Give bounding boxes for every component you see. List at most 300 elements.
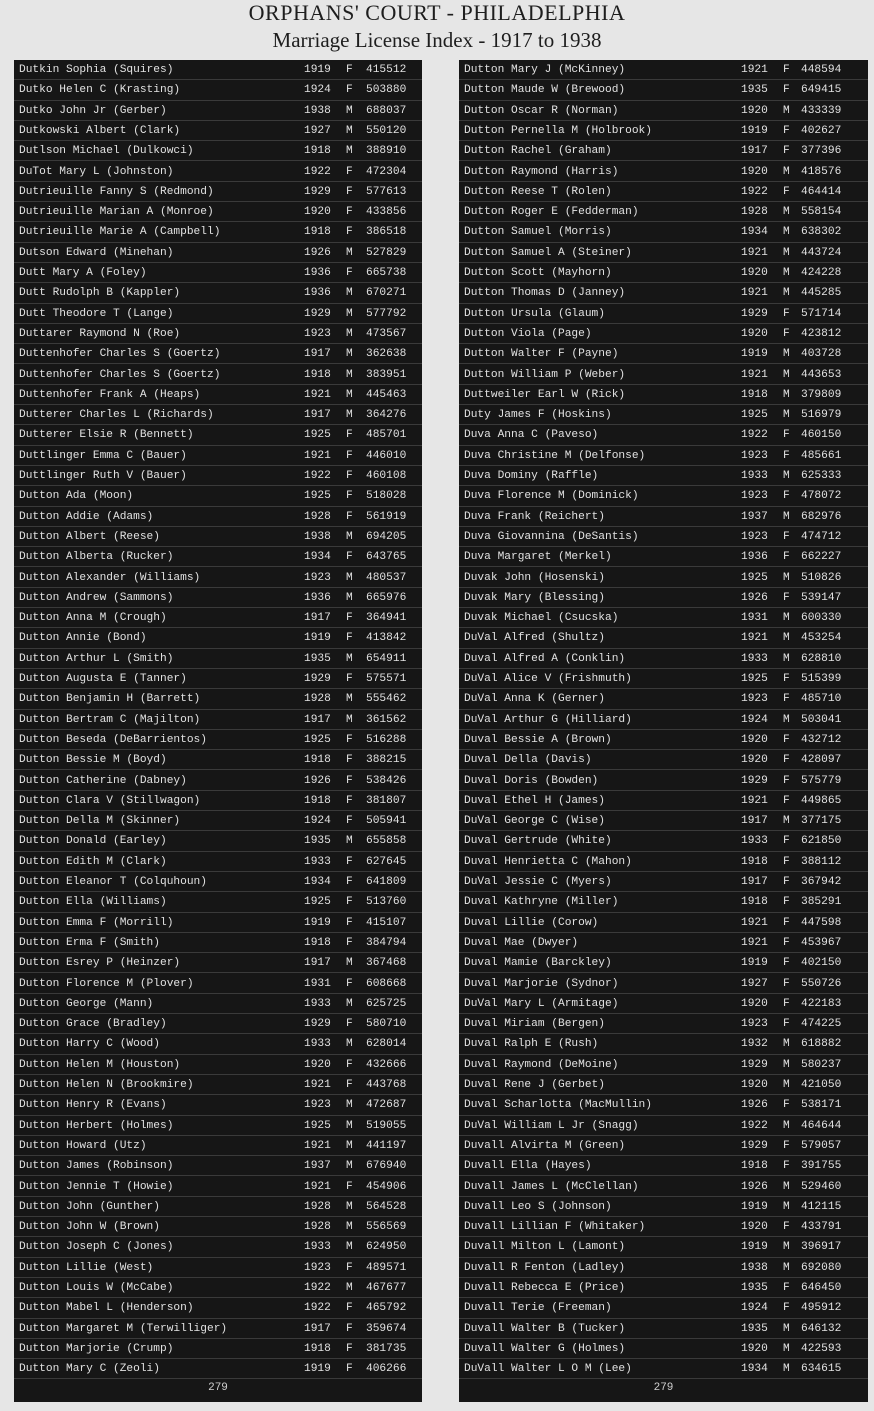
index-entry-row <box>459 446 868 466</box>
entry-license-number: 381807 <box>366 794 407 807</box>
entry-name: Dutton Raymond (Harris) <box>464 165 619 178</box>
entry-name: Dutton Joseph C (Jones) <box>19 1241 174 1254</box>
index-entry-row <box>14 344 422 364</box>
entry-license-number: 670271 <box>366 287 407 300</box>
entry-year: 1926 <box>304 246 331 259</box>
entry-sex: F <box>346 510 353 523</box>
right-index-column <box>459 60 868 1402</box>
index-entry-row <box>459 974 868 994</box>
entry-sex: M <box>783 571 790 584</box>
entry-year: 1935 <box>741 1282 768 1294</box>
entry-year: 1933 <box>304 997 331 1010</box>
entry-year: 1923 <box>304 327 331 340</box>
entry-sex: M <box>346 652 353 665</box>
entry-license-number: 485661 <box>801 449 842 462</box>
entry-name: DuVall Walter L O M (Lee) <box>464 1363 632 1376</box>
entry-name: Duttlinger Emma C (Bauer) <box>19 449 187 462</box>
index-entry-row <box>459 568 868 588</box>
entry-sex: M <box>346 1200 353 1213</box>
entry-name: Dutton Addie (Adams) <box>19 510 154 523</box>
entry-sex: F <box>783 551 790 564</box>
entry-sex: F <box>346 612 353 625</box>
index-entry-row <box>459 202 868 222</box>
entry-license-number: 571714 <box>801 307 842 320</box>
index-entry-row <box>14 547 422 567</box>
entry-sex: M <box>346 835 353 848</box>
entry-name: Dutton Albert (Reese) <box>19 530 160 543</box>
entry-license-number: 403728 <box>801 348 842 361</box>
entry-sex: F <box>346 429 353 442</box>
entry-sex: F <box>783 185 790 198</box>
entry-sex: F <box>783 490 790 503</box>
entry-year: 1925 <box>304 429 331 442</box>
entry-name: Dutton Catherine (Dabney) <box>19 774 187 787</box>
entry-year: 1921 <box>741 632 768 645</box>
entry-sex: M <box>346 368 353 381</box>
entry-year: 1926 <box>304 774 331 787</box>
entry-license-number: 388910 <box>366 145 407 158</box>
entry-sex: F <box>346 84 353 97</box>
entry-name: Dutton Henry R (Evans) <box>19 1099 167 1112</box>
entry-year: 1934 <box>741 1363 768 1376</box>
page-subtitle: Marriage License Index - 1917 to 1938 <box>272 28 602 52</box>
entry-license-number: 464414 <box>801 185 842 198</box>
entry-license-number: 364276 <box>366 409 407 422</box>
index-entry-row <box>14 507 422 527</box>
entry-name: Dutton Samuel A (Steiner) <box>464 246 632 259</box>
entry-license-number: 433339 <box>801 104 842 117</box>
index-entry-row <box>459 730 868 750</box>
entry-year: 1919 <box>304 1363 331 1376</box>
entry-sex: F <box>783 1018 790 1031</box>
entry-year: 1919 <box>741 957 768 970</box>
entry-name: Dutton Jennie T (Howie) <box>19 1180 174 1193</box>
index-entry-row <box>14 1136 422 1156</box>
entry-sex: M <box>346 287 353 300</box>
entry-year: 1926 <box>741 1099 768 1112</box>
index-entry-row <box>459 222 868 242</box>
entry-license-number: 575571 <box>366 673 407 685</box>
entry-sex: M <box>783 612 790 625</box>
index-entry-row <box>14 588 422 608</box>
entry-name: Dutt Mary A (Foley) <box>19 267 147 279</box>
index-entry-row <box>459 1055 868 1075</box>
entry-name: Dutton Esrey P (Heinzer) <box>19 957 181 970</box>
entry-license-number: 384794 <box>366 936 407 949</box>
entry-year: 1934 <box>741 226 768 239</box>
entry-sex: M <box>783 348 790 361</box>
index-entry-row <box>14 730 422 750</box>
entry-name: Dutton Harry C (Wood) <box>19 1038 160 1051</box>
entry-year: 1919 <box>304 64 331 76</box>
entry-license-number: 423812 <box>801 327 842 340</box>
entry-year: 1936 <box>304 287 331 300</box>
entry-name: Duttlinger Ruth V (Bauer) <box>19 470 187 482</box>
entry-name: Duva Christine M (Delfonse) <box>464 449 646 462</box>
entry-year: 1923 <box>304 571 331 584</box>
entry-name: Dutton Howard (Utz) <box>19 1139 147 1152</box>
entry-year: 1928 <box>304 510 331 523</box>
index-entry-row <box>459 710 868 730</box>
entry-year: 1933 <box>741 652 768 665</box>
entry-license-number: 453254 <box>801 632 842 645</box>
entry-name: Dutton Herbert (Holmes) <box>19 1119 174 1132</box>
index-entry-row <box>459 669 868 689</box>
entry-name: DuVal Alice V (Frishmuth) <box>464 673 632 685</box>
entry-license-number: 600330 <box>801 612 842 625</box>
entry-name: Duva Anna C (Paveso) <box>464 429 599 442</box>
entry-sex: M <box>783 368 790 381</box>
entry-sex: M <box>346 388 353 401</box>
entry-license-number: 580710 <box>366 1018 407 1031</box>
entry-year: 1917 <box>304 1322 331 1335</box>
entry-sex: F <box>346 896 353 909</box>
entry-year: 1931 <box>741 612 768 625</box>
entry-license-number: 386518 <box>366 226 407 239</box>
entry-year: 1925 <box>304 896 331 909</box>
entry-year: 1921 <box>741 936 768 949</box>
entry-sex: F <box>783 1221 790 1234</box>
entry-license-number: 377175 <box>801 815 842 828</box>
index-entry-row <box>14 60 422 80</box>
entry-year: 1925 <box>741 673 768 685</box>
entry-year: 1929 <box>304 185 331 198</box>
entry-license-number: 485701 <box>366 429 407 442</box>
entry-year: 1922 <box>304 165 331 178</box>
entry-name: Duva Giovannina (DeSantis) <box>464 530 639 543</box>
entry-sex: M <box>346 1099 353 1112</box>
entry-name: Duvall Terie (Freeman) <box>464 1302 612 1315</box>
entry-license-number: 377396 <box>801 145 842 158</box>
entry-year: 1924 <box>304 815 331 828</box>
entry-year: 1923 <box>741 1018 768 1031</box>
entry-license-number: 662227 <box>801 551 842 564</box>
entry-sex: F <box>346 490 353 503</box>
entry-name: DuVal Arthur G (Hilliard) <box>464 713 632 726</box>
index-entry-row <box>459 1339 868 1359</box>
entry-year: 1921 <box>741 794 768 807</box>
entry-name: Dutton Edith M (Clark) <box>19 855 167 868</box>
entry-name: Dutko Helen C (Krasting) <box>19 84 181 97</box>
index-entry-row <box>459 486 868 506</box>
entry-name: Duval Rene J (Gerbet) <box>464 1079 605 1091</box>
entry-sex: M <box>783 104 790 117</box>
entry-year: 1918 <box>304 1342 331 1355</box>
entry-year: 1922 <box>304 1282 331 1294</box>
entry-year: 1918 <box>304 226 331 239</box>
entry-name: Dutton Anna M (Crough) <box>19 612 167 625</box>
entry-name: Duva Florence M (Dominick) <box>464 490 639 503</box>
entry-license-number: 628014 <box>366 1038 407 1051</box>
entry-year: 1920 <box>304 1058 331 1071</box>
entry-name: Dutton Annie (Bond) <box>19 632 147 645</box>
entry-year: 1918 <box>741 855 768 868</box>
entry-license-number: 445285 <box>801 287 842 300</box>
entry-sex: M <box>783 246 790 259</box>
index-entry-row <box>14 1258 422 1278</box>
entry-sex: F <box>346 673 353 685</box>
entry-name: Duttenhofer Frank A (Heaps) <box>19 388 201 401</box>
entry-sex: F <box>346 632 353 645</box>
entry-name: Duva Dominy (Raffle) <box>464 470 599 482</box>
index-entry-row <box>14 222 422 242</box>
index-entry-row <box>14 263 422 283</box>
entry-sex: F <box>783 1282 790 1294</box>
entry-sex: M <box>346 713 353 726</box>
index-entry-row <box>14 649 422 669</box>
index-entry-row <box>459 1156 868 1176</box>
index-entry-row <box>14 1339 422 1359</box>
page-title: ORPHANS' COURT - PHILADELPHIA <box>248 0 626 25</box>
entry-year: 1920 <box>741 997 768 1010</box>
index-entry-row <box>14 953 422 973</box>
entry-license-number: 367942 <box>801 876 842 888</box>
index-entry-row <box>459 60 868 80</box>
entry-year: 1928 <box>304 693 331 706</box>
index-entry-row <box>459 771 868 791</box>
entry-license-number: 556569 <box>366 1221 407 1234</box>
entry-license-number: 577613 <box>366 185 407 198</box>
entry-name: Dutton Ursula (Glaum) <box>464 307 605 320</box>
index-entry-row <box>459 1075 868 1095</box>
entry-year: 1922 <box>304 470 331 482</box>
entry-name: Dutton Erma F (Smith) <box>19 936 160 949</box>
index-entry-row <box>14 446 422 466</box>
entry-year: 1926 <box>741 591 768 604</box>
index-entry-row <box>14 791 422 811</box>
entry-name: Dutton Thomas D (Janney) <box>464 287 626 300</box>
entry-license-number: 453967 <box>801 936 842 949</box>
entry-name: Dutton Viola (Page) <box>464 327 592 340</box>
entry-license-number: 464644 <box>801 1119 842 1132</box>
entry-name: Duval Mae (Dwyer) <box>464 936 579 949</box>
entry-name: Dutton Louis W (McCabe) <box>19 1282 174 1294</box>
entry-sex: F <box>346 449 353 462</box>
index-entry-row <box>14 831 422 851</box>
entry-license-number: 515399 <box>801 673 842 685</box>
index-entry-row <box>459 141 868 161</box>
entry-license-number: 625333 <box>801 470 842 482</box>
entry-license-number: 388215 <box>366 754 407 767</box>
entry-sex: M <box>783 165 790 178</box>
entry-license-number: 421050 <box>801 1079 842 1091</box>
index-entry-row <box>459 1177 868 1197</box>
entry-license-number: 538426 <box>366 774 407 787</box>
entry-name: Dutton Augusta E (Tanner) <box>19 673 187 685</box>
entry-sex: M <box>783 815 790 828</box>
entry-name: Dutton Helen M (Houston) <box>19 1058 181 1071</box>
entry-license-number: 433791 <box>801 1221 842 1234</box>
index-entry-row <box>14 1237 422 1257</box>
index-entry-row <box>459 405 868 425</box>
entry-license-number: 412115 <box>801 1200 842 1213</box>
entry-license-number: 448594 <box>801 64 842 76</box>
entry-sex: M <box>346 957 353 970</box>
entry-sex: F <box>783 327 790 340</box>
index-entry-row <box>459 913 868 933</box>
entry-sex: F <box>346 226 353 239</box>
index-entry-row <box>14 202 422 222</box>
entry-license-number: 445463 <box>366 388 407 401</box>
entry-name: Dutton Walter F (Payne) <box>464 348 619 361</box>
entry-year: 1920 <box>741 733 768 746</box>
entry-year: 1920 <box>741 104 768 117</box>
entry-license-number: 649415 <box>801 84 842 97</box>
entry-year: 1935 <box>304 652 331 665</box>
entry-year: 1920 <box>304 206 331 219</box>
entry-year: 1929 <box>741 307 768 320</box>
entry-sex: F <box>783 124 790 137</box>
entry-license-number: 519055 <box>366 1119 407 1132</box>
entry-name: Dutton Clara V (Stillwagon) <box>19 794 201 807</box>
entry-year: 1936 <box>304 591 331 604</box>
entry-license-number: 473567 <box>366 327 407 340</box>
entry-year: 1932 <box>741 1038 768 1051</box>
entry-license-number: 367468 <box>366 957 407 970</box>
entry-sex: M <box>783 713 790 726</box>
entry-year: 1922 <box>741 1119 768 1132</box>
entry-name: Dutton Alberta (Rucker) <box>19 551 174 564</box>
entry-sex: M <box>783 1322 790 1335</box>
entry-license-number: 646450 <box>801 1282 842 1294</box>
index-entry-row <box>14 385 422 405</box>
entry-name: DuVal William L Jr (Snagg) <box>464 1119 639 1132</box>
entry-name: Dutton Beseda (DeBarrientos) <box>19 733 207 746</box>
entry-name: Duval Gertrude (White) <box>464 835 612 848</box>
entry-year: 1933 <box>304 1241 331 1254</box>
entry-name: Duvall Rebecca E (Price) <box>464 1282 626 1294</box>
entry-name: Dutrieuille Marian A (Monroe) <box>19 206 214 219</box>
entry-license-number: 391755 <box>801 1160 842 1173</box>
entry-year: 1920 <box>741 1342 768 1355</box>
entry-year: 1938 <box>304 530 331 543</box>
index-entry-row <box>14 974 422 994</box>
entry-sex: F <box>346 754 353 767</box>
entry-license-number: 413842 <box>366 632 407 645</box>
index-entry-row <box>459 101 868 121</box>
entry-year: 1925 <box>304 733 331 746</box>
entry-year: 1937 <box>741 510 768 523</box>
entry-sex: M <box>783 1241 790 1254</box>
index-entry-row <box>14 101 422 121</box>
entry-year: 1918 <box>304 368 331 381</box>
entry-sex: M <box>783 632 790 645</box>
entry-license-number: 447598 <box>801 916 842 929</box>
index-entry-row <box>459 182 868 202</box>
entry-year: 1935 <box>304 835 331 848</box>
entry-name: Dutkowski Albert (Clark) <box>19 124 181 137</box>
entry-year: 1929 <box>304 1018 331 1031</box>
entry-license-number: 362638 <box>366 348 407 361</box>
entry-license-number: 415107 <box>366 916 407 929</box>
entry-sex: M <box>346 307 353 320</box>
entry-year: 1923 <box>741 490 768 503</box>
index-entry-row <box>14 1278 422 1298</box>
index-entry-row <box>459 365 868 385</box>
index-entry-row <box>459 507 868 527</box>
entry-sex: M <box>346 693 353 706</box>
index-entry-row <box>14 1359 422 1379</box>
entry-sex: F <box>783 673 790 685</box>
entry-year: 1922 <box>304 1302 331 1315</box>
index-entry-row <box>459 263 868 283</box>
entry-sex: F <box>783 774 790 787</box>
entry-license-number: 618882 <box>801 1038 842 1051</box>
entry-name: Duval Lillie (Corow) <box>464 916 599 929</box>
entry-license-number: 579057 <box>801 1139 842 1152</box>
entry-sex: M <box>783 1363 790 1376</box>
entry-sex: M <box>346 104 353 117</box>
index-entry-row <box>459 162 868 182</box>
index-entry-row <box>14 283 422 303</box>
entry-sex: F <box>783 1139 790 1152</box>
entry-year: 1921 <box>741 916 768 929</box>
index-entry-row <box>14 80 422 100</box>
page-number: 279 <box>653 1382 674 1394</box>
index-entry-row <box>14 1197 422 1217</box>
entry-name: Duvall Walter B (Tucker) <box>464 1322 626 1335</box>
index-entry-row <box>14 466 422 486</box>
entry-sex: M <box>783 267 790 279</box>
entry-name: Dutton Ella (Williams) <box>19 896 167 909</box>
entry-sex: M <box>783 1119 790 1132</box>
index-entry-row <box>14 1298 422 1318</box>
entry-license-number: 402150 <box>801 957 842 970</box>
entry-sex: F <box>783 957 790 970</box>
entry-sex: F <box>783 896 790 909</box>
entry-license-number: 474712 <box>801 530 842 543</box>
entry-sex: F <box>783 1099 790 1112</box>
entry-year: 1919 <box>741 124 768 137</box>
index-entry-row <box>14 1095 422 1115</box>
index-entry-row <box>14 121 422 141</box>
entry-year: 1929 <box>741 774 768 787</box>
entry-year: 1937 <box>304 1160 331 1173</box>
page-number: 279 <box>208 1382 228 1394</box>
entry-sex: F <box>346 855 353 868</box>
entry-name: Dutt Rudolph B (Kappler) <box>19 287 181 300</box>
index-entry-row <box>14 324 422 344</box>
entry-sex: M <box>783 652 790 665</box>
entry-year: 1919 <box>741 1241 768 1254</box>
entry-name: Duval Alfred A (Conklin) <box>464 652 626 665</box>
index-entry-row <box>459 649 868 669</box>
entry-license-number: 364941 <box>366 612 407 625</box>
entry-sex: F <box>783 1160 790 1173</box>
entry-year: 1923 <box>741 449 768 462</box>
entry-year: 1917 <box>304 957 331 970</box>
entry-license-number: 527829 <box>366 246 407 259</box>
entry-name: Dutton Marjorie (Crump) <box>19 1342 174 1355</box>
entry-sex: F <box>346 165 353 178</box>
entry-name: Dutton Florence M (Plover) <box>19 977 194 990</box>
index-entry-row <box>14 994 422 1014</box>
entry-name: Dutton John (Gunther) <box>19 1200 160 1213</box>
entry-year: 1918 <box>304 794 331 807</box>
entry-sex: F <box>346 794 353 807</box>
entry-license-number: 643765 <box>366 551 407 564</box>
entry-name: Duvall Leo S (Johnson) <box>464 1200 612 1213</box>
index-entry-row <box>459 933 868 953</box>
entry-name: Dutton Alexander (Williams) <box>19 571 201 584</box>
index-entry-row <box>14 568 422 588</box>
entry-year: 1922 <box>741 185 768 198</box>
entry-license-number: 628810 <box>801 652 842 665</box>
entry-license-number: 460150 <box>801 429 842 442</box>
index-entry-row <box>459 852 868 872</box>
entry-name: Duty James F (Hoskins) <box>464 409 612 422</box>
index-entry-row <box>459 1258 868 1278</box>
